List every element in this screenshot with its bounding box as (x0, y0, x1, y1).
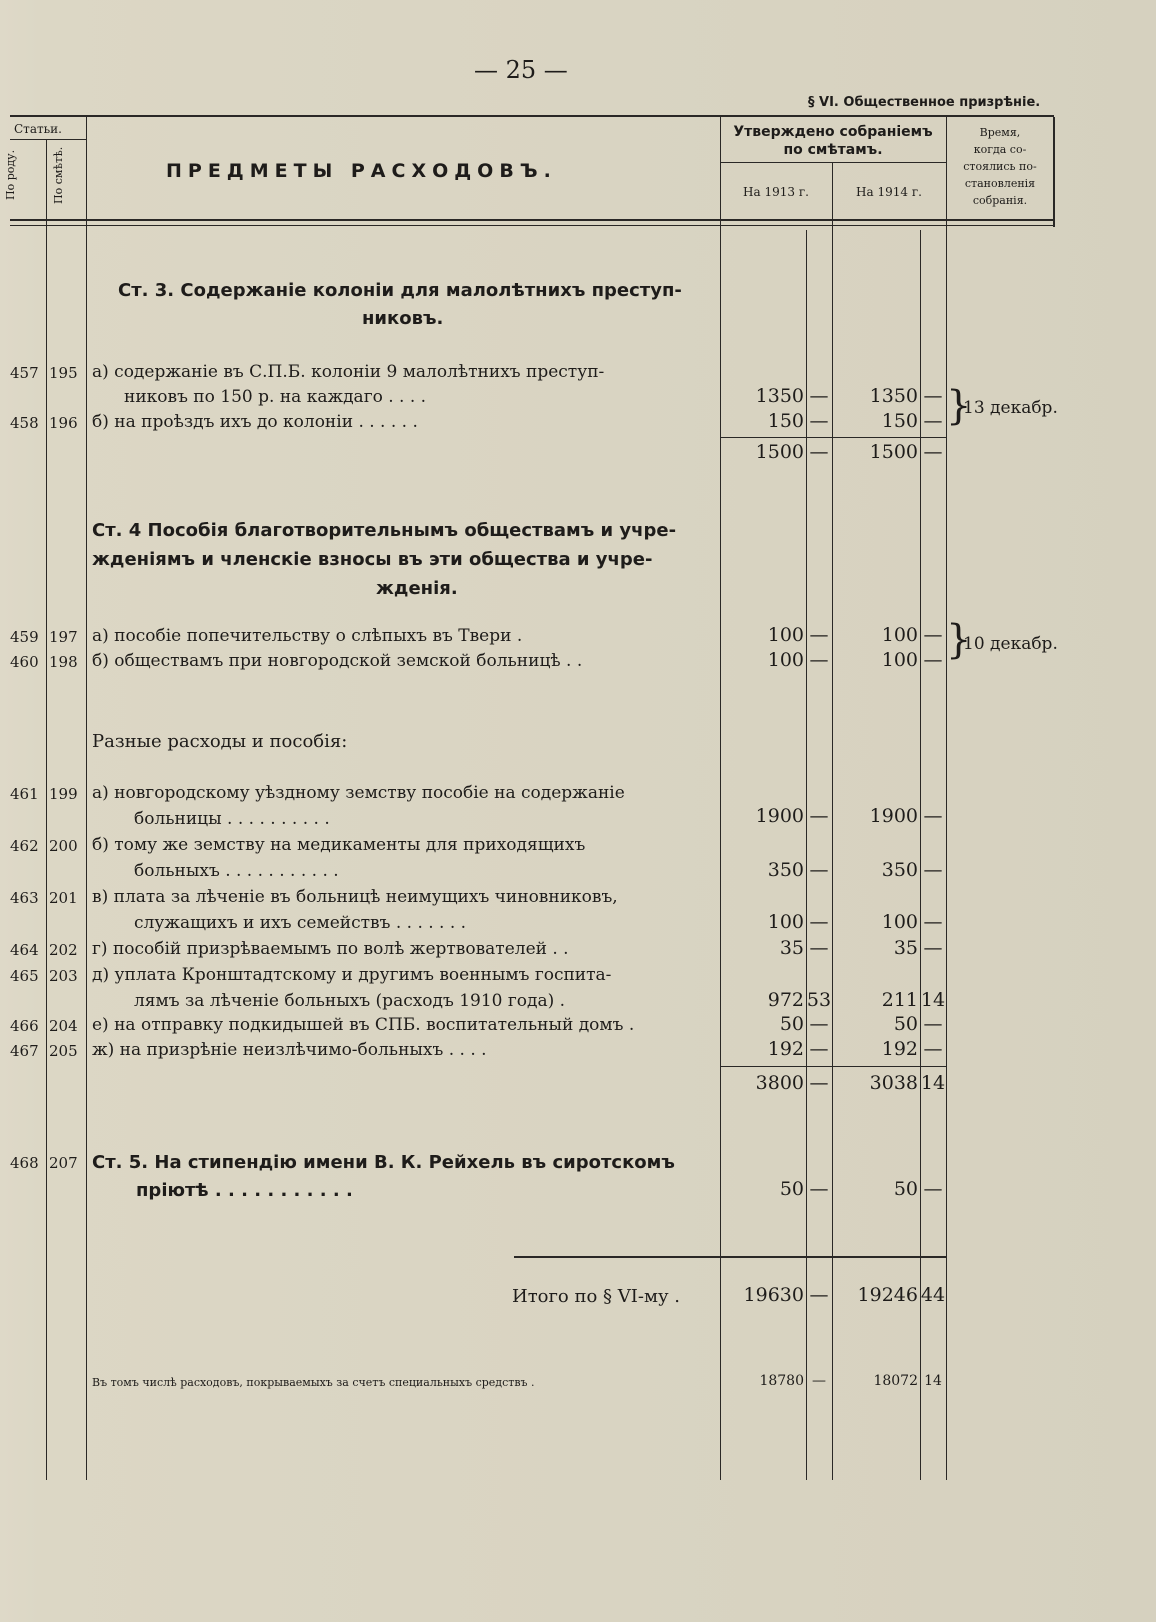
total-1913: 19630 (743, 1284, 804, 1306)
entry-text-line1: а) содержаніе въ С.П.Б. колоніи 9 малолѣтнихъ преступ- (92, 362, 605, 382)
subtotal-rule (720, 437, 946, 438)
stati-split-rule (10, 139, 86, 140)
kopecks-1914: 14 (920, 989, 946, 1011)
entry-text-line1: е) на отправку подкидышей въ СПБ. воспитательный домъ . (92, 1015, 635, 1035)
entry-row-number: 463 (10, 889, 39, 907)
header-po-rodu: По роду. (4, 149, 17, 200)
subtotal-1913: 1500 (755, 441, 804, 463)
entry-estimate-number: 201 (49, 889, 78, 907)
entry-text-line1: ж) на призрѣніе неизлѣчимо-больныхъ . . . . (92, 1040, 487, 1060)
amount-1913: 50 (779, 1013, 804, 1035)
entry-text-line2: лямъ за лѣченіе больныхъ (расходъ 1910 года) . (134, 991, 566, 1011)
entry-row-number: 468 (10, 1154, 39, 1172)
header-bottom-rule (10, 219, 1054, 221)
entry-estimate-number: 197 (49, 628, 78, 646)
subtotal-1914: 1500 (869, 441, 918, 463)
total-kopecks-1914: 44 (920, 1284, 946, 1306)
header-time-2: когда со- (973, 143, 1027, 156)
total-1914: 19246 (857, 1284, 918, 1306)
amount-1914: 150 (881, 410, 918, 432)
amount-1914: 1900 (869, 805, 918, 827)
section-4-title-line3: жденія. (376, 578, 458, 599)
special-kopecks-1914: 14 (924, 1373, 942, 1389)
subtotal-rule (720, 1066, 946, 1067)
total-rule (514, 1256, 946, 1258)
kopecks-1914: — (923, 1038, 943, 1060)
subtotal-kopecks-1914: 14 (920, 1072, 946, 1094)
subtotal-1914: 3038 (869, 1072, 918, 1094)
entry-row-number: 457 (10, 364, 39, 382)
entry-estimate-number: 199 (49, 785, 78, 803)
entry-text-line1: б) обществамъ при новгородской земской больницѣ . . (92, 651, 583, 671)
amount-1913: 100 (767, 911, 804, 933)
amount-1914: 192 (881, 1038, 918, 1060)
kopecks-1914: — (923, 410, 943, 432)
amount-1913: 150 (767, 410, 804, 432)
header-time-5: собранія. (972, 194, 1028, 207)
kopecks-1913: — (809, 385, 829, 407)
col-rule-rownum (46, 140, 47, 1480)
section-3-title-line1: Ст. 3. Содержаніе колоніи для малолѣтнихъ преступ- (118, 280, 682, 301)
subtotal-1913: 3800 (755, 1072, 804, 1094)
amount-1914: 100 (881, 624, 918, 646)
kopecks-1913: — (809, 911, 829, 933)
stati-vert-rule (46, 139, 47, 221)
entry-text-line2: больныхъ . . . . . . . . . . . (134, 861, 339, 881)
kopecks-1913: — (809, 937, 829, 959)
entry-text-line1: г) пособій призрѣваемымъ по волѣ жертвователей . . (92, 939, 569, 959)
amount-1913: 100 (767, 624, 804, 646)
header-time-1: Время, (979, 126, 1021, 139)
header-bottom-rule-2 (10, 225, 1054, 226)
section-4-title-line1: Ст. 4 Пособія благотворительнымъ обществамъ и учре- (92, 520, 677, 541)
amount-1913: 35 (779, 937, 804, 959)
page-number: — 25 — (474, 56, 568, 84)
entry-estimate-number: 200 (49, 837, 78, 855)
header-year-1913: На 1913 г. (743, 185, 809, 199)
entry-row-number: 465 (10, 967, 39, 985)
entry-text-line2: служащихъ и ихъ семействъ . . . . . . . (134, 913, 467, 933)
entry-text-line1: б) тому же земству на медикаменты для приходящихъ (92, 835, 586, 855)
entry-estimate-number: 196 (49, 414, 78, 432)
entry-text-line1: а) пособіе попечительству о слѣпыхъ въ Твери . (92, 626, 523, 646)
kopecks-1914: — (923, 385, 943, 407)
amount-1914: 211 (881, 989, 918, 1011)
col-rule-1913 (720, 117, 721, 1480)
entry-estimate-number: 195 (49, 364, 78, 382)
subtotal-kopecks-1913: — (809, 1072, 829, 1094)
amount-1914: 100 (881, 649, 918, 671)
session-date: 10 декабр. (963, 634, 1058, 654)
entry-text-line1: б) на проѣздъ ихъ до колоніи . . . . . . (92, 412, 418, 432)
entry-row-number: 459 (10, 628, 39, 646)
col-rule-time (946, 117, 947, 1480)
entry-row-number: 460 (10, 653, 39, 671)
entry-row-number: 464 (10, 941, 39, 959)
special-kopecks-1913: — (812, 1373, 826, 1389)
header-po-smete: По смѣтѣ. (52, 146, 65, 204)
brace-icon: } (946, 383, 972, 429)
col-rule-text (86, 117, 87, 1480)
entry-estimate-number: 198 (49, 653, 78, 671)
header-stati: Статьи. (14, 122, 62, 136)
entry-text-line1: в) плата за лѣченіе въ больницѣ неимущихъ чиновниковъ, (92, 887, 618, 907)
kopecks-1913: — (809, 410, 829, 432)
section-4-title-line2: жденіямъ и членскіе взносы въ эти общества и учре- (92, 549, 653, 570)
special-1913: 18780 (759, 1373, 804, 1389)
header-top-rule (10, 115, 1054, 117)
section-5-title-line1: Ст. 5. На стипендію имени В. К. Рейхель въ сиротскомъ (92, 1152, 675, 1173)
kopecks-1913: — (809, 805, 829, 827)
amount-1913: 100 (767, 649, 804, 671)
entry-estimate-number: 205 (49, 1042, 78, 1060)
kopecks-1913: — (809, 1038, 829, 1060)
amount-1914: 50 (893, 1013, 918, 1035)
amount-1913: 1900 (755, 805, 804, 827)
amount-1914: 50 (893, 1178, 918, 1200)
entry-row-number: 466 (10, 1017, 39, 1035)
kopecks-1914: — (923, 1178, 943, 1200)
kopecks-1913: — (809, 859, 829, 881)
section-header: § VI. Общественное призрѣніе. (808, 95, 1041, 110)
entry-row-number: 458 (10, 414, 39, 432)
amount-1913: 350 (767, 859, 804, 881)
amount-1913: 192 (767, 1038, 804, 1060)
header-title: ПРЕДМЕТЫ РАСХОДОВЪ. (166, 160, 557, 182)
header-year-1914: На 1914 г. (856, 185, 922, 199)
approved-split-rule (720, 162, 946, 163)
subtotal-kopecks-1914: — (923, 441, 943, 463)
header-approved-line2: по смѣтамъ. (783, 142, 883, 158)
amount-1914: 35 (893, 937, 918, 959)
kopecks-1913: — (809, 649, 829, 671)
amount-1914: 1350 (869, 385, 918, 407)
amount-1913: 972 (767, 989, 804, 1011)
brace-icon: } (946, 617, 972, 663)
kopecks-1913: — (809, 1013, 829, 1035)
header-time-4: становленія (964, 177, 1036, 190)
session-date: 13 декабр. (963, 398, 1058, 418)
entry-text-line1: д) уплата Кронштадтскому и другимъ военнымъ госпита- (92, 965, 612, 985)
kopecks-1914: — (923, 624, 943, 646)
entry-estimate-number: 202 (49, 941, 78, 959)
misc-heading: Разные расходы и пособія: (92, 731, 348, 752)
entry-row-number: 461 (10, 785, 39, 803)
entry-estimate-number: 204 (49, 1017, 78, 1035)
kopecks-1914: — (923, 911, 943, 933)
kopecks-1914: — (923, 1013, 943, 1035)
amount-1914: 350 (881, 859, 918, 881)
entry-estimate-number: 207 (49, 1154, 78, 1172)
amount-1913: 1350 (755, 385, 804, 407)
kopecks-1914: — (923, 937, 943, 959)
entry-text-line2: никовъ по 150 р. на каждаго . . . . (124, 387, 427, 407)
kopecks-1913: — (809, 1178, 829, 1200)
subtotal-kopecks-1913: — (809, 441, 829, 463)
header-approved-line1: Утверждено собраніемъ (733, 124, 933, 140)
total-kopecks-1913: — (809, 1284, 829, 1306)
amount-1914: 100 (881, 911, 918, 933)
section-3-title-line2: никовъ. (362, 308, 444, 329)
kopecks-1913: — (809, 624, 829, 646)
kopecks-1914: — (923, 649, 943, 671)
special-1914: 18072 (873, 1373, 918, 1389)
total-label: Итого по § VI-му . (512, 1286, 680, 1307)
entry-estimate-number: 203 (49, 967, 78, 985)
section-5-title-line2: пріютѣ . . . . . . . . . . . (136, 1180, 353, 1201)
kopecks-1914: — (923, 805, 943, 827)
kopecks-1914: — (923, 859, 943, 881)
header-time-3: стоялись по- (963, 160, 1037, 173)
kopecks-1913: 53 (806, 989, 832, 1011)
entry-row-number: 462 (10, 837, 39, 855)
special-funds-label: Въ томъ числѣ расходовъ, покрываемыхъ за счетъ специальныхъ средствъ . (92, 1376, 535, 1389)
amount-1913: 50 (779, 1178, 804, 1200)
entry-text-line1: а) новгородскому уѣздному земству пособіе на содержаніе (92, 783, 625, 803)
entry-row-number: 467 (10, 1042, 39, 1060)
entry-text-line2: больницы . . . . . . . . . . (134, 809, 330, 829)
